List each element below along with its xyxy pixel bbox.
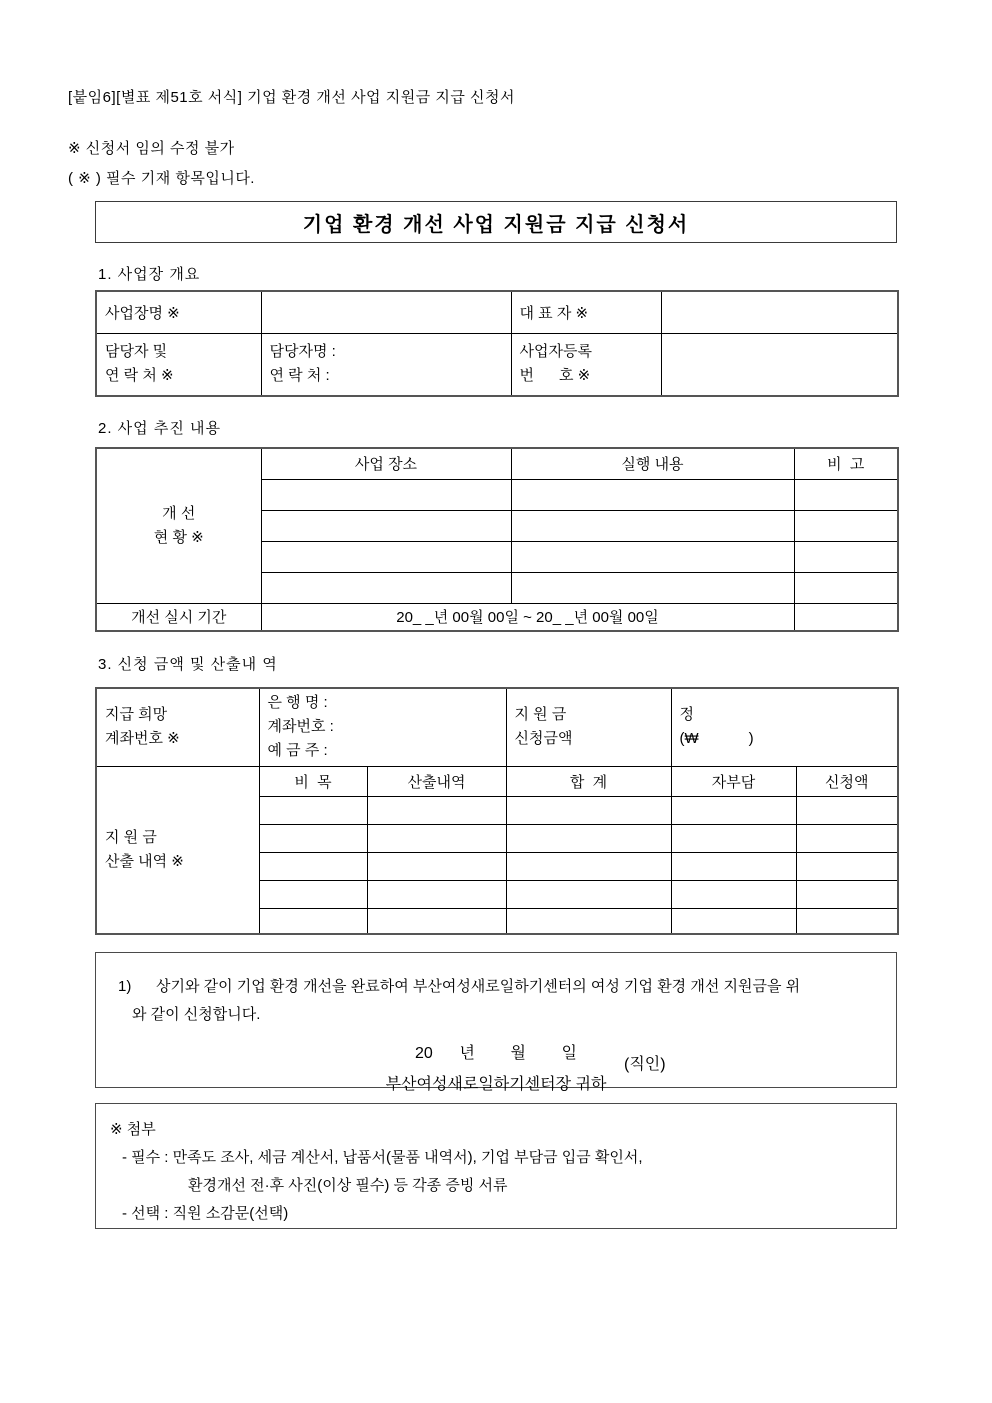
- place-cell: [261, 541, 511, 572]
- form-reference-note: [붙임6][별표 제51호 서식] 기업 환경 개선 사업 지원금 지급 신청서: [68, 89, 515, 106]
- request-cell: [796, 908, 898, 934]
- section2-heading: 2. 사업 추진 내용: [98, 420, 221, 437]
- statement-number: 1): [118, 978, 132, 995]
- notice-no-edit: ※ 신청서 임의 수정 불가: [68, 140, 235, 157]
- total-cell: [506, 852, 671, 880]
- declaration-statement-line1: [118, 975, 800, 996]
- declaration-box: [95, 952, 897, 1093]
- calc-label-line2: 산출 내역 ※: [105, 852, 184, 870]
- calc-cell: [367, 908, 506, 934]
- item-cell: [259, 908, 367, 934]
- account-row: [96, 688, 898, 766]
- calc-cell: [367, 880, 506, 908]
- place-cell: [261, 510, 511, 541]
- subsidy-amount-value-line2: (₩ ): [679, 730, 754, 748]
- total-cell: [506, 796, 671, 824]
- table-row: [96, 291, 898, 333]
- content-cell: [511, 479, 794, 510]
- contact-phone-label: 연 락 처 :: [269, 367, 330, 385]
- account-info-cell: [259, 688, 506, 766]
- attachments-required-line1: - 필수 : 만족도 조사, 세금 계산서, 납품서(물품 내역서), 기업 부담금 입금 확인서,: [122, 1149, 643, 1166]
- self-pay-cell: [671, 880, 796, 908]
- period-label: 개선 실시 기간: [96, 603, 261, 631]
- note-cell: [794, 510, 898, 541]
- request-cell: [796, 852, 898, 880]
- place-cell: [261, 479, 511, 510]
- contact-label-line2: 연 락 처 ※: [105, 367, 174, 385]
- seal-note: (직인): [624, 1056, 666, 1073]
- section1-heading: 1. 사업장 개요: [98, 266, 201, 283]
- improvement-status-label-cell: [96, 448, 261, 603]
- recipient-line: 부산여성새로일하기센터장 귀하: [385, 1076, 607, 1093]
- biz-reg-value-cell: [661, 333, 898, 396]
- biz-reg-label-line1: 사업자등록: [519, 343, 592, 361]
- period-value: 20_ _년 00월 00일 ~ 20_ _년 00월 00일: [261, 603, 794, 631]
- attachments-optional-line: - 선택 : 직원 소감문(선택): [122, 1205, 289, 1222]
- contact-name-label: 담당자명 :: [269, 343, 336, 361]
- date-line: 20 년 월 일: [415, 1045, 577, 1062]
- project-progress-table: [95, 447, 899, 632]
- self-pay-cell: [671, 908, 796, 934]
- biz-reg-label-line2: 번 호 ※: [519, 367, 591, 385]
- table-row: [96, 333, 898, 396]
- column-header-place: 사업 장소: [261, 448, 511, 479]
- subsidy-amount-label-cell: [506, 688, 671, 766]
- request-cell: [796, 796, 898, 824]
- total-cell: [506, 880, 671, 908]
- attachments-required-line2: 환경개선 전·후 사진(이상 필수) 등 각종 증빙 서류: [188, 1177, 508, 1194]
- content-cell: [511, 572, 794, 603]
- section3-heading: 3. 신청 금액 및 산출내 역: [98, 656, 278, 673]
- calc-cell: [367, 796, 506, 824]
- place-cell: [261, 572, 511, 603]
- declaration-statement-line2: 와 같이 신청합니다.: [132, 1006, 261, 1023]
- subsidy-amount-value-line1: 정: [679, 706, 695, 724]
- self-pay-cell: [671, 796, 796, 824]
- item-cell: [259, 880, 367, 908]
- content-cell: [511, 541, 794, 572]
- business-name-value-cell: [261, 291, 511, 333]
- attachments-box: [95, 1103, 897, 1229]
- amount-calculation-table: [95, 687, 899, 935]
- item-cell: [259, 824, 367, 852]
- statement-text-line1: 상기와 같이 기업 환경 개선을 완료하여 부산여성새로일하기센터의 여성 기업 환경 개선 지원금을 위: [156, 978, 801, 995]
- column-header-content: 실행 내용: [511, 448, 794, 479]
- account-label-cell: [96, 688, 259, 766]
- representative-value-cell: [661, 291, 898, 333]
- note-cell: [794, 479, 898, 510]
- contact-value-cell: [261, 333, 511, 396]
- table-header-row: [96, 448, 898, 479]
- subsidy-amount-label-line2: 신청금액: [514, 730, 573, 748]
- subsidy-amount-value-cell: [671, 688, 898, 766]
- request-cell: [796, 880, 898, 908]
- column-header-request: 신청액: [796, 766, 898, 796]
- workplace-overview-table: [95, 290, 899, 397]
- item-cell: [259, 796, 367, 824]
- account-label-line2: 계좌번호 ※: [105, 730, 180, 748]
- column-header-note: 비 고: [794, 448, 898, 479]
- column-header-item: 비 목: [259, 766, 367, 796]
- account-holder-label: 예 금 주 :: [267, 742, 328, 760]
- business-name-label: 사업장명 ※: [96, 291, 261, 333]
- total-cell: [506, 824, 671, 852]
- improvement-status-line1: 개 선: [162, 504, 196, 522]
- column-header-total: 합 계: [506, 766, 671, 796]
- self-pay-cell: [671, 824, 796, 852]
- biz-reg-label-cell: [511, 333, 661, 396]
- form-title: 기업 환경 개선 사업 지원금 지급 신청서: [302, 213, 690, 236]
- form-title-box: [95, 201, 897, 243]
- attachments-heading: ※ 첨부: [110, 1121, 156, 1138]
- calc-cell: [367, 824, 506, 852]
- account-label-line1: 지급 희망: [105, 706, 168, 724]
- calc-label-line1: 지 원 금: [105, 828, 157, 846]
- account-number-label: 계좌번호 :: [267, 718, 334, 736]
- calc-label-cell: [96, 766, 259, 934]
- column-header-calc: 산출내역: [367, 766, 506, 796]
- notice-required-fields: ( ※ ) 필수 기재 항목입니다.: [68, 170, 255, 187]
- contact-label-line1: 담당자 및: [105, 343, 168, 361]
- period-row: [96, 603, 898, 631]
- total-cell: [506, 908, 671, 934]
- request-cell: [796, 824, 898, 852]
- self-pay-cell: [671, 852, 796, 880]
- item-cell: [259, 852, 367, 880]
- note-cell: [794, 541, 898, 572]
- note-cell: [794, 572, 898, 603]
- improvement-status-line2: 현 황 ※: [153, 528, 204, 546]
- representative-label: 대 표 자 ※: [511, 291, 661, 333]
- contact-label-cell: [96, 333, 261, 396]
- bank-name-label: 은 행 명 :: [267, 694, 328, 712]
- subsidy-amount-label-line1: 지 원 금: [514, 706, 567, 724]
- calc-header-row: [96, 766, 898, 796]
- column-header-self-pay: 자부담: [671, 766, 796, 796]
- period-note-cell: [794, 603, 898, 631]
- content-cell: [511, 510, 794, 541]
- calc-cell: [367, 852, 506, 880]
